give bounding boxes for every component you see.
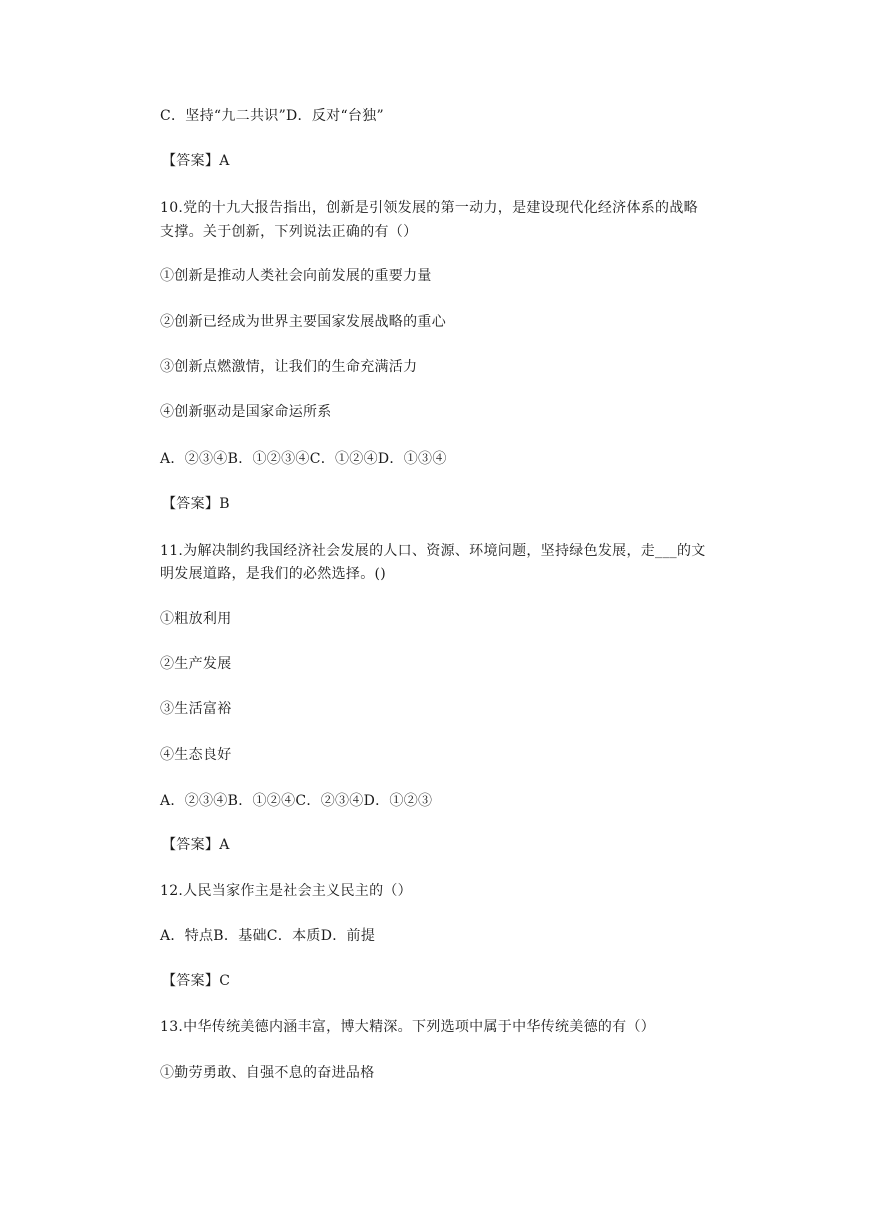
q9-options-cd: C．坚持“九二共识”D．反对“台独” <box>160 108 384 124</box>
q10-answer: 【答案】B <box>162 496 230 512</box>
q10-item-3: ③创新点燃激情，让我们的生命充满活力 <box>160 359 418 375</box>
q12-options: A．特点B．基础C．本质D．前提 <box>160 928 376 944</box>
q11-stem-line1: 11.为解决制约我国经济社会发展的人口、资源、环境问题，坚持绿色发展，走___的文 <box>160 543 706 559</box>
q10-stem-line2: 支撑。关于创新，下列说法正确的有（） <box>160 224 418 240</box>
q11-item-4: ④生态良好 <box>160 747 232 763</box>
q10-item-1: ①创新是推动人类社会向前发展的重要力量 <box>160 268 432 284</box>
q10-item-2: ②创新已经成为世界主要国家发展战略的重心 <box>160 314 446 330</box>
q10-options: A．②③④B．①②③④C．①②④D．①③④ <box>160 451 447 467</box>
q12-answer: 【答案】C <box>162 973 231 989</box>
q11-stem-line2: 明发展道路，是我们的必然选择。() <box>160 566 387 582</box>
q11-item-2: ②生产发展 <box>160 656 232 672</box>
q13-stem: 13.中华传统美德内涵丰富，博大精深。下列选项中属于中华传统美德的有（） <box>160 1019 656 1035</box>
q10-stem-line1: 10.党的十九大报告指出，创新是引领发展的第一动力，是建设现代化经济体系的战略 <box>160 200 698 216</box>
q12-stem: 12.人民当家作主是社会主义民主的（） <box>160 883 412 899</box>
q11-item-3: ③生活富裕 <box>160 701 232 717</box>
q10-item-4: ④创新驱动是国家命运所系 <box>160 404 332 420</box>
q11-options: A．②③④B．①②④C．②③④D．①②③ <box>160 793 433 809</box>
q11-answer: 【答案】A <box>162 837 230 853</box>
q11-item-1: ①粗放利用 <box>160 611 232 627</box>
q9-answer: 【答案】A <box>162 153 230 169</box>
q13-item-1: ①勤劳勇敢、自强不息的奋进品格 <box>160 1065 375 1081</box>
